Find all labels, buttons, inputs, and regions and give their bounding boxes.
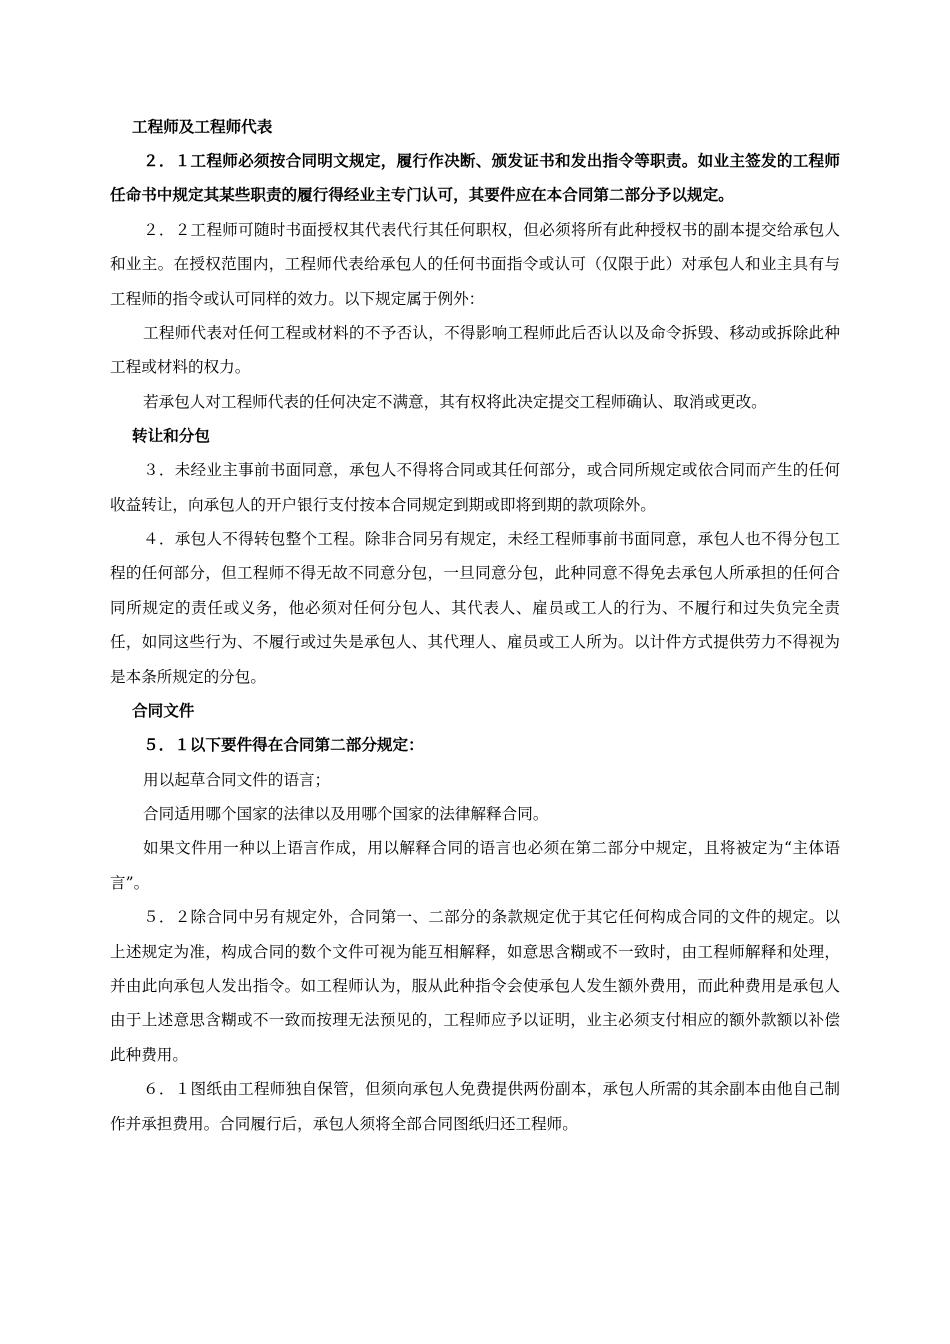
clause-2-1: ２．１工程师必须按合同明文规定，履行作决断、颁发证书和发出指令等职责。如业主签发的工程师任命书中规定其某些职责的履行得经业主专门认可，其要件应在本合同第二部分予以规定。 bbox=[110, 151, 840, 205]
clause-4: ４．承包人不得转包整个工程。除非合同另有规定，未经工程师事前书面同意，承包人也不得分包工程的任何部分，但工程师不得无故不同意分包，一旦同意分包，此种同意不得免去承包人所承担的任何合同所规定的责任或义务，他必须对任何分包人、其代表人、雇员或工人的行为、不履行和过失负完全责任，如同这些行为、不履行或过失是承包人、其代理人、雇员或工人所为。以计件方式提供劳力不得视为是本条所规定的分包。 bbox=[110, 530, 840, 686]
clause-2-2-exception-2: 若承包人对工程师代表的任何决定不满意，其有权将此决定提交工程师确认、取消或更改。 bbox=[143, 392, 767, 411]
clause-2-2-exception-1: 工程师代表对任何工程或材料的不予否认，不得影响工程师此后否认以及命令拆毁、移动或拆除此种工程或材料的权力。 bbox=[110, 324, 840, 377]
clause-5-1-ruling-language: 如果文件用一种以上语言作成，用以解释合同的语言也必须在第二部分中规定，且将被定为“主体语言”。 bbox=[110, 839, 840, 892]
clause-5-1: ５．１以下要件得在合同第二部分规定： bbox=[143, 735, 424, 755]
clause-5-2: ５．２除合同中另有规定外，合同第一、二部分的条款规定优于其它任何构成合同的文件的规定。以上述规定为准，构成合同的数个文件可视为能互相解释，如意思含糊或不一致时，由工程师解释和处理，并由此向承包人发出指令。如工程师认为，服从此种指令会使承包人发生额外费用，而此种费用是承包人由于上述意思含糊或不一致而按理无法预见的，工程师应予以证明，业主必须支付相应的额外款额以补偿此种费用。 bbox=[110, 908, 840, 1064]
clause-5-1-item-language: 用以起草合同文件的语言； bbox=[143, 770, 331, 789]
clause-5-1-item-law: 合同适用哪个国家的法律以及用哪个国家的法律解释合同。 bbox=[143, 804, 549, 823]
clause-2-2: ２．２工程师可随时书面授权其代表代行其任何职权，但必须将所有此种授权书的副本提交给承包人和业主。在授权范围内，工程师代表给承包人的任何书面指令或认可（仅限于此）对承包人和业主具有与工程师的指令或认可同样的效力。以下规定属于例外： bbox=[110, 220, 840, 308]
section-heading-assignment: 转让和分包 bbox=[132, 427, 210, 446]
section-heading-engineer: 工程师及工程师代表 bbox=[132, 118, 273, 136]
clause-6-1: ６．１图纸由工程师独自保管，但须向承包人免费提供两份副本，承包人所需的其余副本由他自己制作并承担费用。合同履行后，承包人须将全部合同图纸归还工程师。 bbox=[110, 1080, 840, 1133]
document-body bbox=[110, 110, 840, 1141]
clause-3: ３．未经业主事前书面同意，承包人不得将合同或其任何部分，或合同所规定或依合同而产生的任何收益转让，向承包人的开户银行支付按本合同规定到期或即将到期的款项除外。 bbox=[110, 461, 840, 514]
section-heading-contract-documents: 合同文件 bbox=[132, 702, 195, 721]
